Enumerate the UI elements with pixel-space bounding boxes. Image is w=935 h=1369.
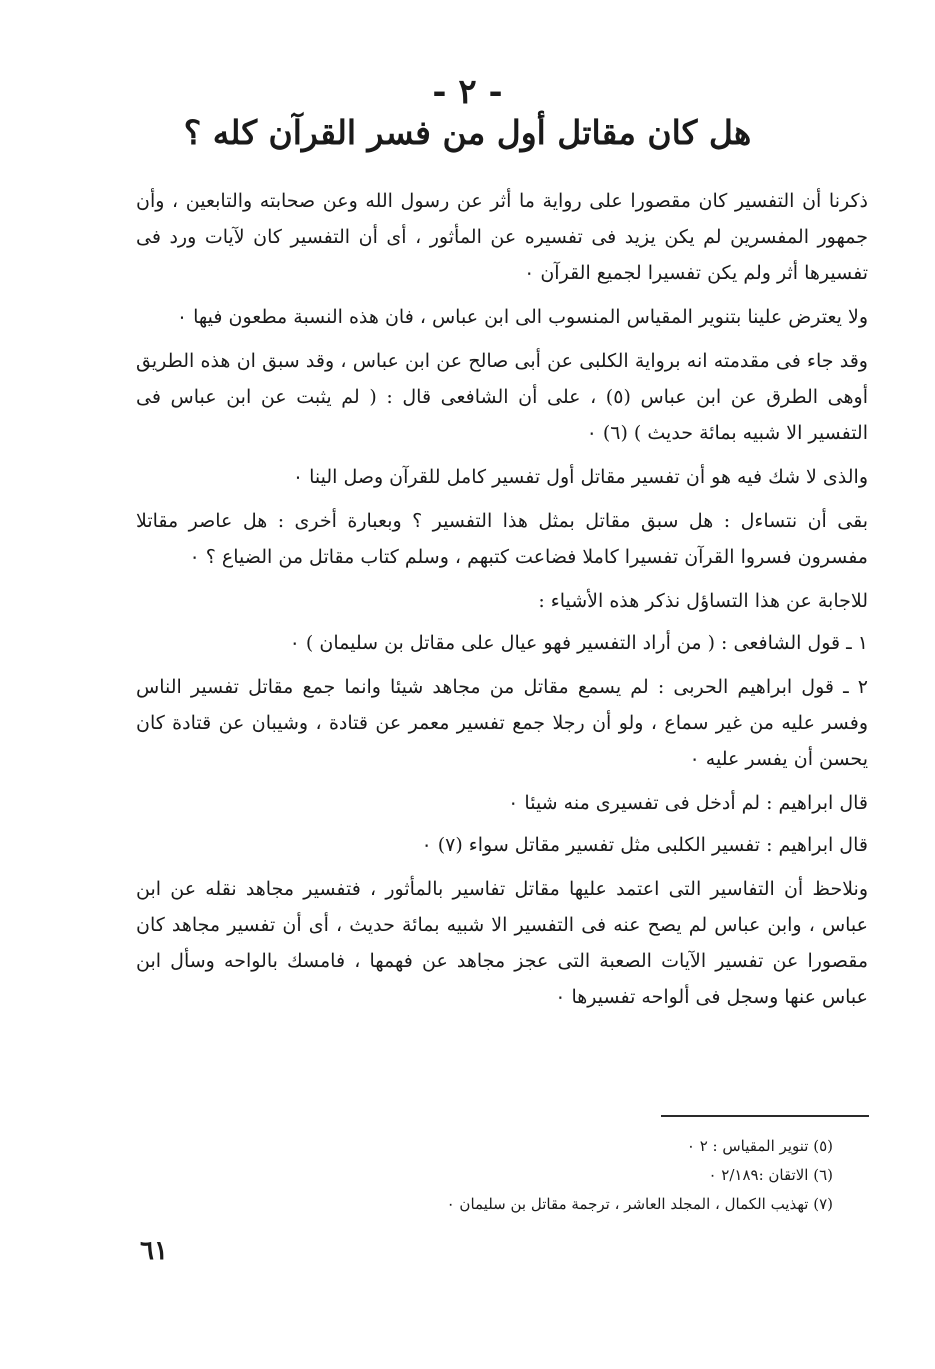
footnote: (٧) تهذيب الكمال ، المجلد العاشر ، ترجمة مقاتل بن سليمان ٠ [446,1195,833,1213]
paragraph: بقى أن نتساءل : هل سبق مقاتل بمثل هذا التفسير ؟ وبعبارة أخرى : هل عاصر مقاتلا مفسرون فسروا القرآن تفسيرا كاملا فضاعت كتبهم ، وسلم كتاب مقاتل من الضياع ؟ ٠ [136,510,868,568]
paragraph: والذى لا شك فيه هو أن تفسير مقاتل أول تفسير كامل للقرآن وصل الينا ٠ [292,466,868,488]
footnotes [133,1132,833,1219]
paragraph: قال ابراهيم : تفسير الكلبى مثل تفسير مقاتل سواء (٧) ٠ [421,834,868,856]
paragraph: قال ابراهيم : لم أدخل فى تفسيرى منه شيئا ٠ [508,792,868,814]
paragraph: ونلاحظ أن التفاسير التى اعتمد عليها مقاتل تفاسير بالمأثور ، فتفسير مجاهد نقله عن ابن عباس ، وابن عباس لم يصح عنه فى التفسير الا شبيه بمائة حديث ، أى أن تفسير مجاهد كان مقصورا عن تفسير الآيات الصعبة التى عجز مجاهد عن فهمها ، فامسك بالواحه وسأل ابن عباس عنها وسجل فى ألواحه تفسيرها ٠ [136,878,868,1008]
footnote: (٥) تنوير المقياس : ٢ ٠ [686,1137,833,1155]
page-number: ٦١ [140,1236,168,1266]
chapter-title: هل كان مقاتل أول من فسر القرآن كله ؟ [183,113,752,152]
section-number: - ٢ - [432,72,503,112]
paragraph: وقد جاء فى مقدمته انه برواية الكلبى عن أبى صالح عن ابن عباس ، وقد سبق ان هذه الطريق أوهى الطرق عن ابن عباس (٥) ، على أن الشافعى قال : ( لم يثبت عن ابن عباس فى التفسير الا شبيه بمائة حديث ) (٦) ٠ [136,350,868,444]
body-text [136,183,868,1023]
footnote: (٦) الاتقان :٢/١٨٩ ٠ [708,1166,833,1184]
list-item: ١ ـ قول الشافعى : ( من أراد التفسير فهو عيال على مقاتل بن سليمان ) ٠ [289,632,868,654]
list-item: ٢ ـ قول ابراهيم الحربى : لم يسمع مقاتل من مجاهد شيئا وانما جمع مقاتل تفسير الناس وفسر عليه من غير سماع ، ولو أن رجلا جمع تفسير معمر عن قتادة ، وشيبان عن قتادة كان يحسن أن يفسر عليه ٠ [136,676,868,770]
footnote-divider [661,1115,869,1117]
paragraph: للاجابة عن هذا التساؤل نذكر هذه الأشياء : [538,590,868,612]
paragraph: ولا يعترض علينا بتنوير المقياس المنسوب الى ابن عباس ، فان هذه النسبة مطعون فيها ٠ [176,306,868,328]
paragraph: ذكرنا أن التفسير كان مقصورا على رواية ما أثر عن رسول الله وعن صحابته والتابعين ، وأن جمهور المفسرين لم يكن يزيد فى تفسيره عن المأثور ، أى أن التفسير كان لآيات ورد فى تفسيرها أثر ولم يكن تفسيرا لجميع القرآن ٠ [136,190,868,284]
